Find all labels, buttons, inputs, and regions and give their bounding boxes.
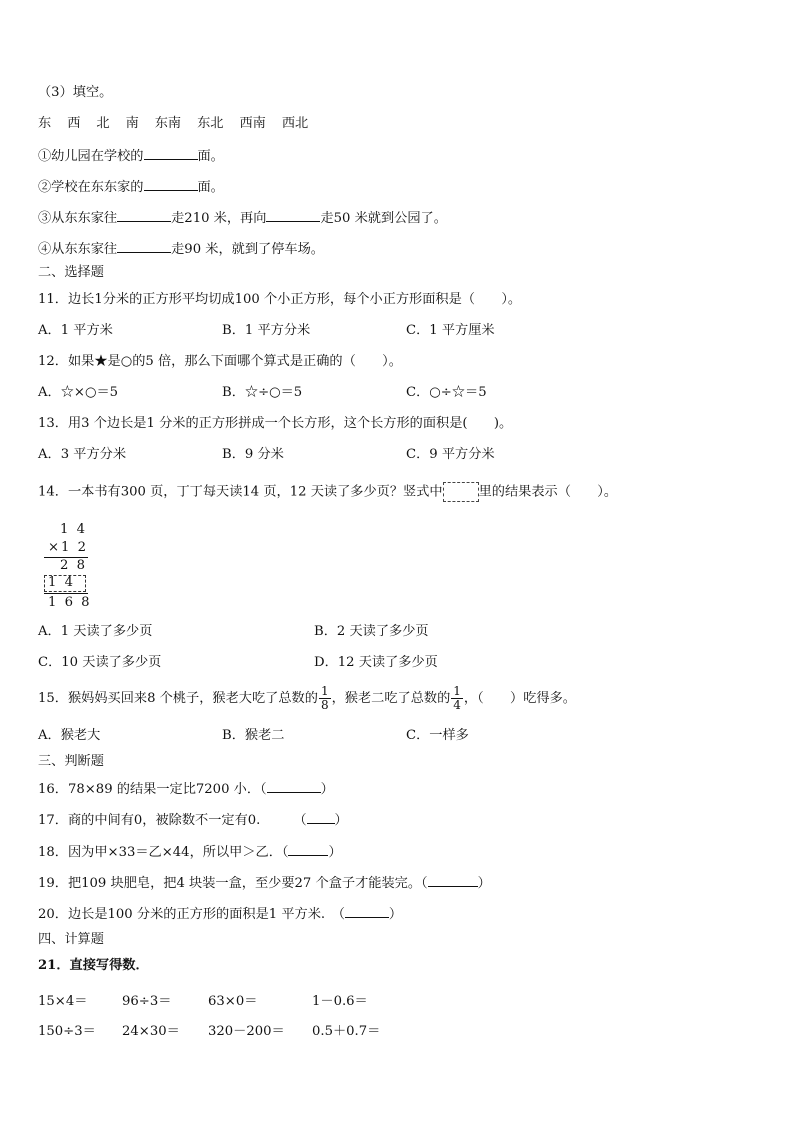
option-c[interactable]: C．一样多 xyxy=(406,728,469,743)
calc-item[interactable]: 96÷3＝ xyxy=(122,994,172,1009)
answer-blank[interactable] xyxy=(117,239,171,253)
option-b[interactable]: B．1 平方分米 xyxy=(222,323,311,338)
fill-item-text: 走90 米，就到了停车场。 xyxy=(171,242,324,257)
fill-item-text: ③从东东家往 xyxy=(38,211,118,226)
option-b[interactable]: B．9 分米 xyxy=(222,447,284,462)
question-21: 21．直接写得数． xyxy=(38,958,149,973)
divider-line xyxy=(44,593,88,594)
question-text: ，（ ）吃得多。 xyxy=(463,691,576,706)
question-17 xyxy=(38,810,348,830)
answer-blank[interactable] xyxy=(266,208,320,222)
vertical-multiplication xyxy=(38,518,98,613)
question-text: ） xyxy=(388,907,403,922)
option-a[interactable]: A．3 平方分米 xyxy=(38,447,127,462)
option-c[interactable]: C．10 天读了多少页 xyxy=(38,655,162,670)
answer-blank[interactable] xyxy=(428,873,478,887)
question-text: 18．因为甲×33＝乙×44，所以甲＞乙．（ xyxy=(38,845,289,860)
section-heading: 四、计算题 xyxy=(38,932,104,947)
answer-blank[interactable] xyxy=(288,842,328,856)
answer-blank[interactable] xyxy=(144,177,198,191)
option-a[interactable]: A．猴老大 xyxy=(38,728,101,743)
answer-blank[interactable] xyxy=(307,810,335,824)
question-19 xyxy=(38,873,491,893)
partial-product-1: 2 8 xyxy=(60,558,87,573)
question-12: 12．如果★是○的5 倍，那么下面哪个算式是正确的（ ）。 xyxy=(38,354,402,369)
direction-word: 西南 xyxy=(239,116,266,131)
multiplicand: 1 4 xyxy=(60,522,87,537)
question-text: 里的结果表示（ ）。 xyxy=(478,484,618,500)
direction-word: 西 xyxy=(67,116,81,131)
option-b[interactable]: B．猴老二 xyxy=(222,728,285,743)
question-text: 16．78×89 的结果一定比7200 小．（ xyxy=(38,782,267,797)
calc-item[interactable]: 15×4＝ xyxy=(38,994,88,1009)
direction-word: 东北 xyxy=(197,116,224,131)
option-d[interactable]: D．12 天读了多少页 xyxy=(314,655,438,670)
question-text: ） xyxy=(328,845,342,860)
direction-word: 北 xyxy=(96,116,110,131)
direction-word: 西北 xyxy=(281,116,309,131)
fill-item-text: ④从东东家往 xyxy=(38,242,118,257)
fill-item-4 xyxy=(38,239,324,259)
calc-item[interactable]: 320－200＝ xyxy=(208,1024,285,1039)
section-heading: 二、选择题 xyxy=(38,265,104,280)
option-c[interactable]: C．○÷☆＝5 xyxy=(406,385,487,400)
fraction-denominator: 8 xyxy=(320,698,329,712)
partial-product-2: 1 4 xyxy=(48,575,75,590)
calc-item[interactable]: 24×30＝ xyxy=(122,1024,180,1039)
fraction-1-8 xyxy=(319,685,331,712)
fill-item-text: ①幼儿园在学校的 xyxy=(38,149,144,164)
question-text: 15．猴妈妈买回来8 个桃子，猴老大吃了总数的 xyxy=(38,691,318,706)
question-text: ） xyxy=(320,782,334,797)
product: 1 6 8 xyxy=(48,595,92,610)
calc-item[interactable]: 1－0.6＝ xyxy=(312,994,368,1009)
fill-item-text: 面。 xyxy=(197,180,224,195)
option-a[interactable]: A．☆×○＝5 xyxy=(38,385,119,400)
question-18 xyxy=(38,842,342,862)
question-15 xyxy=(38,684,576,714)
fraction-numerator: 1 xyxy=(320,684,329,698)
calc-item[interactable]: 63×0＝ xyxy=(208,994,258,1009)
question-text: 20．边长是100 分米的正方形的面积是1 平方米. （ xyxy=(38,907,345,922)
answer-blank[interactable] xyxy=(144,146,198,160)
directions-list xyxy=(38,115,324,133)
answer-blank[interactable] xyxy=(267,779,321,793)
direction-word: 南 xyxy=(125,116,139,131)
fill-section-header: （3）填空。 xyxy=(38,85,113,100)
fill-item-text: 走50 米就到公园了。 xyxy=(320,211,447,226)
direction-word: 东南 xyxy=(154,116,182,131)
fraction-1-4 xyxy=(451,685,463,712)
option-c[interactable]: C．9 平方分米 xyxy=(406,447,495,462)
calc-item[interactable]: 150÷3＝ xyxy=(38,1024,96,1039)
fraction-numerator: 1 xyxy=(453,684,461,698)
multiplier: ×1 2 xyxy=(48,540,89,555)
question-text: 14．一本书有300 页，丁丁每天读14 页，12 天读了多少页？竖式中 xyxy=(38,484,443,500)
option-b[interactable]: B．2 天读了多少页 xyxy=(314,624,429,639)
option-a[interactable]: A．1 天读了多少页 xyxy=(38,624,153,639)
option-c[interactable]: C．1 平方厘米 xyxy=(406,323,495,338)
question-text: ） xyxy=(334,813,348,828)
fraction-denominator: 4 xyxy=(453,698,461,712)
option-a[interactable]: A．1 平方米 xyxy=(38,323,113,338)
question-11: 11．边长1分米的正方形平均切成100 个小正方形，每个小正方形面积是（ ）。 xyxy=(38,292,522,307)
option-b[interactable]: B．☆÷○＝5 xyxy=(222,385,303,400)
answer-blank[interactable] xyxy=(117,208,171,222)
direction-word: 东 xyxy=(38,116,52,131)
question-13: 13．用3 个边长是1 分米的正方形拼成一个长方形，这个长方形的面积是( )。 xyxy=(38,416,513,431)
fill-item-text: ②学校在东东家的 xyxy=(38,180,144,195)
dashed-box-icon xyxy=(443,482,479,502)
question-text: ，猴老二吃了总数的 xyxy=(331,691,451,706)
fill-item-3 xyxy=(38,208,447,228)
question-16 xyxy=(38,779,334,799)
question-text: 19．把109 块肥皂，把4 块装一盒，至少要27 个盒子才能装完。（ xyxy=(38,876,428,891)
section-heading: 三、判断题 xyxy=(38,754,104,769)
fill-item-1 xyxy=(38,146,224,166)
fill-item-text: 面。 xyxy=(197,149,224,164)
fill-item-2 xyxy=(38,177,224,197)
question-text: ） xyxy=(477,876,491,891)
answer-blank[interactable] xyxy=(345,904,389,918)
fill-item-text: 走210 米，再向 xyxy=(171,211,267,226)
question-14 xyxy=(38,482,617,502)
question-20 xyxy=(38,904,402,924)
question-text: 17．商的中间有0，被除数不一定有0. （ xyxy=(38,813,307,828)
calc-item[interactable]: 0.5＋0.7＝ xyxy=(312,1024,381,1039)
